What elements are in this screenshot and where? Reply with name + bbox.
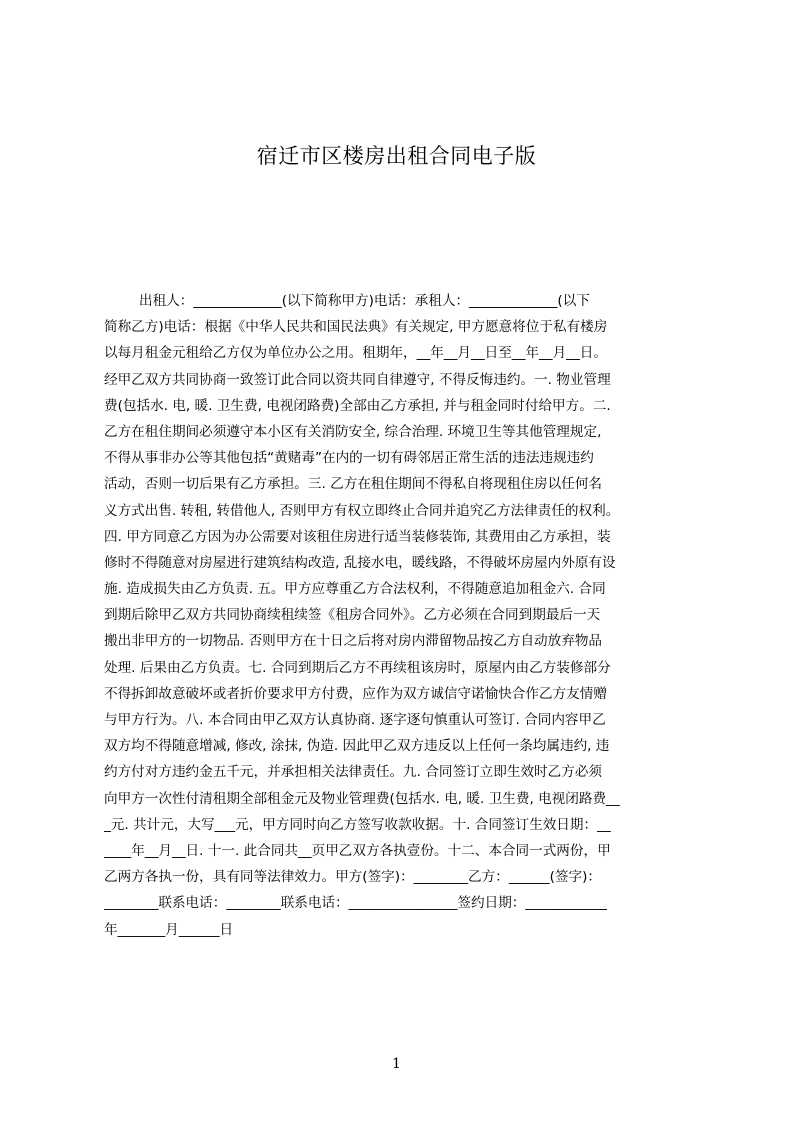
- document-title: 宿迁市区楼房出租合同电子版: [256, 144, 537, 168]
- body-line: 到期后除甲乙双方共同协商续租续签《租房合同外》。乙方必须在合同到期最后一天: [104, 607, 601, 624]
- body-line: 活动，否则一切后果有乙方承担。三. 乙方在租住期间不得私自将现租住房以任何名: [104, 476, 603, 493]
- body-line: 不得拆卸故意破坏或者折价要求甲方付费，应作为双方诚信守诺愉快合作乙方友情赠: [104, 685, 607, 702]
- body-line: 费(包括水. 电, 暖. 卫生费, 电视闭路费)全部由乙方承担, 并与租金同时付给甲方。二.: [104, 397, 611, 414]
- body-line: 修时不得随意对房屋进行建筑结构改造, 乱接水电，暖线路，不得破坏房屋内外原有设: [104, 554, 616, 571]
- body-line: 以每月租金元租给乙方仅为单位办公之用。租期年，__年__月__日至__年__月__日。: [104, 345, 607, 362]
- body-line: 乙方在租住期间必须遵守本小区有关消防安全, 综合治理. 环境卫生等其他管理规定,: [104, 423, 602, 440]
- body-line: 义方式出售. 转租, 转借他人, 否则甲方有权立即终止合同并追究乙方法律责任的权利。: [104, 502, 620, 519]
- body-line: 向甲方一次性付清租期全部租金元及物业管理费(包括水. 电, 暖. 卫生费, 电视闭路费__: [104, 790, 620, 807]
- body-line: 四. 甲方同意乙方因为办公需要对该租住房进行适当装修装饰, 其费用由乙方承担，装: [104, 528, 611, 545]
- body-line: 双方均不得随意增减, 修改, 涂抹, 伪造. 因此甲乙双方违反以上任何一条均属违约, 违: [104, 738, 610, 755]
- body-line: 约方付对方违约金五千元，并承担相关法律责任。九. 合同签订立即生效时乙方必须: [104, 764, 603, 781]
- body-line: _元. 共计元，大写___元，甲方同时向乙方签写收款收据。十. 合同签订生效日期：__: [104, 816, 611, 833]
- body-line: ____年__月__日. 十一. 此合同共__页甲乙双方各执壹份。十二、本合同一式两份，甲: [104, 842, 611, 859]
- body-line: 处理. 后果由乙方负责。七. 合同到期后乙方不再续租该房时，原屋内由乙方装修部分: [104, 659, 611, 676]
- body-line: 施. 造成损失由乙方负责. 五。甲方应尊重乙方合法权利，不得随意追加租金六. 合同: [104, 581, 606, 598]
- body-line: 搬出非甲方的一切物品. 否则甲方在十日之后将对房内滞留物品按乙方自动放弃物品: [104, 633, 603, 650]
- body-line: 经甲乙双方共同协商一致签订此合同以资共同自律遵守, 不得反悔违约。一. 物业管理: [104, 371, 611, 388]
- page-number: 1: [392, 1056, 401, 1072]
- body-line: 简称乙方)电话：根据《中华人民共和国民法典》有关规定, 甲方愿意将位于私有楼房: [104, 319, 608, 336]
- body-line: 与甲方行为。八. 本合同由甲乙双方认真协商. 逐字逐句慎重认可签订. 合同内容甲乙: [104, 712, 606, 728]
- body-line: 不得从事非办公等其他包括“黄赌毒”在内的一切有碍邻居正常生活的违法违规违约: [104, 450, 594, 467]
- contract-body: [104, 288, 698, 958]
- body-line: ________联系电话：________联系电话：________________签约日期：____________: [104, 895, 607, 912]
- body-line: 出租人：_____________(以下简称甲方)电话：承租人：_____________(以下: [139, 293, 590, 309]
- body-line: 乙两方各执一份，具有同等法律效力。甲方(签字)：________乙方：______(签字)：: [104, 869, 601, 886]
- body-line: 年_______月______日: [104, 921, 234, 938]
